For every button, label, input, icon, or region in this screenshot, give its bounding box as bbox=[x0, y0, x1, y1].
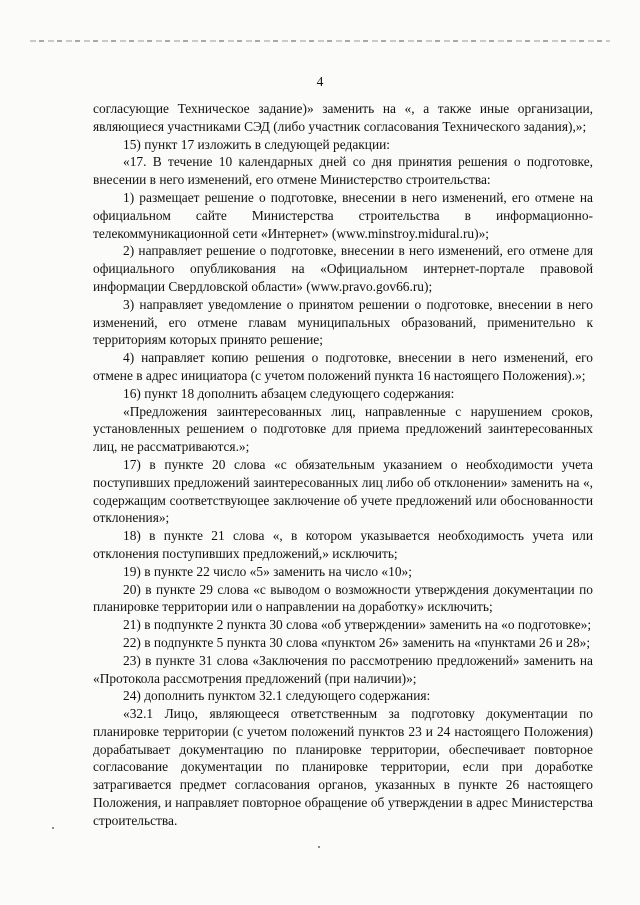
paragraph-9: 17) в пункте 20 слова «с обязательным указанием о необходимости учета поступивших предложений заинтересованных лиц либо об отклонении» заменить на «, содержащим соответствующее заключение об учете предложений или обоснованности отклонения»; bbox=[93, 456, 593, 526]
paragraph-6: 4) направляет копию решения о подготовке, внесении в него изменений, его отмене в адрес инициатора (с учетом положений пункта 16 настоящего Положения).»; bbox=[93, 350, 593, 383]
paragraph-5: 3) направляет уведомление о принятом решении о подготовке, внесении в него изменений, его отмене главам муниципальных образований, применительно к территориям которых принято решение; bbox=[93, 296, 593, 348]
paragraph-11: 19) в пункте 22 число «5» заменить на число «10»; bbox=[123, 563, 412, 579]
paragraph-15: 23) в пункте 31 слова «Заключения по рассмотрению предложений» заменить на «Протокола рассмотрения предложений (при наличии)»; bbox=[93, 652, 593, 686]
document-body bbox=[93, 100, 593, 830]
scan-speck bbox=[318, 846, 320, 848]
scan-speck bbox=[52, 827, 54, 829]
paragraph-14: 22) в подпункте 5 пункта 30 слова «пунктом 26» заменить на «пунктами 26 и 28»; bbox=[123, 634, 591, 650]
paragraph-16: 24) дополнить пунктом 32.1 следующего содержания: bbox=[123, 688, 431, 704]
page-number: 4 bbox=[316, 74, 324, 89]
scan-edge-artifact bbox=[30, 40, 610, 42]
paragraph-13: 21) в подпункте 2 пункта 30 слова «об утверждении» заменить на «о подготовке»; bbox=[123, 617, 592, 633]
paragraph-0: согласующие Техническое задание)» заменить на «, а также иные организации, являющиеся участниками СЭД (либо участник согласования Технического задания),»; bbox=[93, 101, 593, 134]
paragraph-8: «Предложения заинтересованных лиц, направленные с нарушением сроков, установленных решением о подготовке для приема предложений заинтересованных лиц, не рассматриваются.»; bbox=[93, 403, 593, 455]
paragraph-17: «32.1 Лицо, являющееся ответственным за подготовку документации по планировке территории (с учетом положений пунктов 23 и 24 настоящего Положения) дорабатывает документацию по планировке территории, обеспечивает повторное согласование документации по планировке территории, если при доработке затрагивается предмет согласования органов, указанных в пункте 26 настоящего Положения, и направляет повторное обращение об утверждении в адрес Министерства строительства. bbox=[93, 706, 593, 828]
paragraph-7: 16) пункт 18 дополнить абзацем следующего содержания: bbox=[123, 385, 455, 401]
paragraph-2: «17. В течение 10 календарных дней со дня принятия решения о подготовке, внесении в него изменений, его отмене Министерство строительства: bbox=[93, 154, 593, 188]
paragraph-4: 2) направляет решение о подготовке, внесении в него изменений, его отмене для официального опубликования на «Официальном интернет-портале правовой информации Свердловской области» (www.pravo.gov66.ru); bbox=[93, 243, 593, 294]
paragraph-10: 18) в пункте 21 слова «, в котором указывается необходимость учета или отклонения поступивших предложений,» исключить; bbox=[93, 528, 593, 561]
paragraph-1: 15) пункт 17 изложить в следующей редакции: bbox=[123, 136, 391, 152]
paragraph-12: 20) в пункте 29 слова «с выводом о возможности утверждения документации по планировке территории или о направлении на доработку» исключить; bbox=[93, 581, 593, 615]
paragraph-3: 1) размещает решение о подготовке, внесении в него изменений, его отмене на официальном сайте Министерства строительства в информационно-телекоммуникационной сети «Интернет» (www.minstroy.midural.ru)»; bbox=[93, 189, 593, 241]
